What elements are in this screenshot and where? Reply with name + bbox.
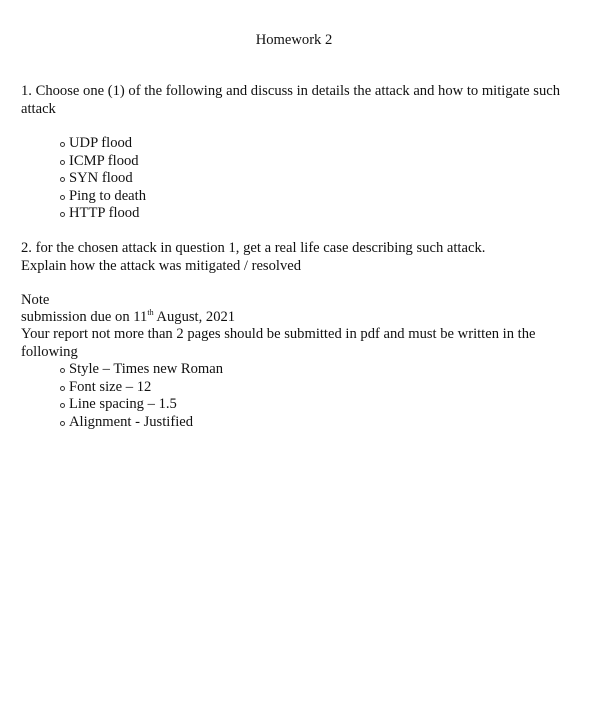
due-superscript: th	[147, 308, 154, 318]
due-prefix: submission due on 11	[21, 309, 148, 325]
due-suffix: August, 2021	[153, 309, 236, 325]
submission-due	[21, 309, 571, 327]
format-requirement: Font size – 12	[59, 379, 223, 397]
attack-option: UDP flood	[59, 135, 146, 153]
question-2	[21, 240, 571, 275]
format-requirement: Alignment - Justified	[59, 414, 223, 432]
format-requirement: Style – Times new Roman	[59, 361, 223, 379]
question-1-text: 1. Choose one (1) of the following and discuss in details the attack and how to mitigate such attack	[21, 83, 561, 117]
format-requirement: Line spacing – 1.5	[59, 396, 223, 414]
note-label: Note	[21, 292, 50, 308]
report-instructions: Your report not more than 2 pages should be submitted in pdf and must be written in the following	[21, 326, 536, 360]
document-title: Homework 2	[255, 32, 333, 48]
attack-option: Ping to death	[59, 188, 146, 206]
attack-option: ICMP flood	[59, 153, 146, 171]
question-2-line-1: 2. for the chosen attack in question 1, get a real life case describing such attack.	[21, 240, 486, 256]
attack-options-list	[59, 135, 146, 223]
attack-option: HTTP flood	[59, 205, 146, 223]
question-2-line-2: Explain how the attack was mitigated / resolved	[21, 257, 302, 274]
format-requirements-list	[59, 361, 223, 431]
attack-option: SYN flood	[59, 170, 146, 188]
